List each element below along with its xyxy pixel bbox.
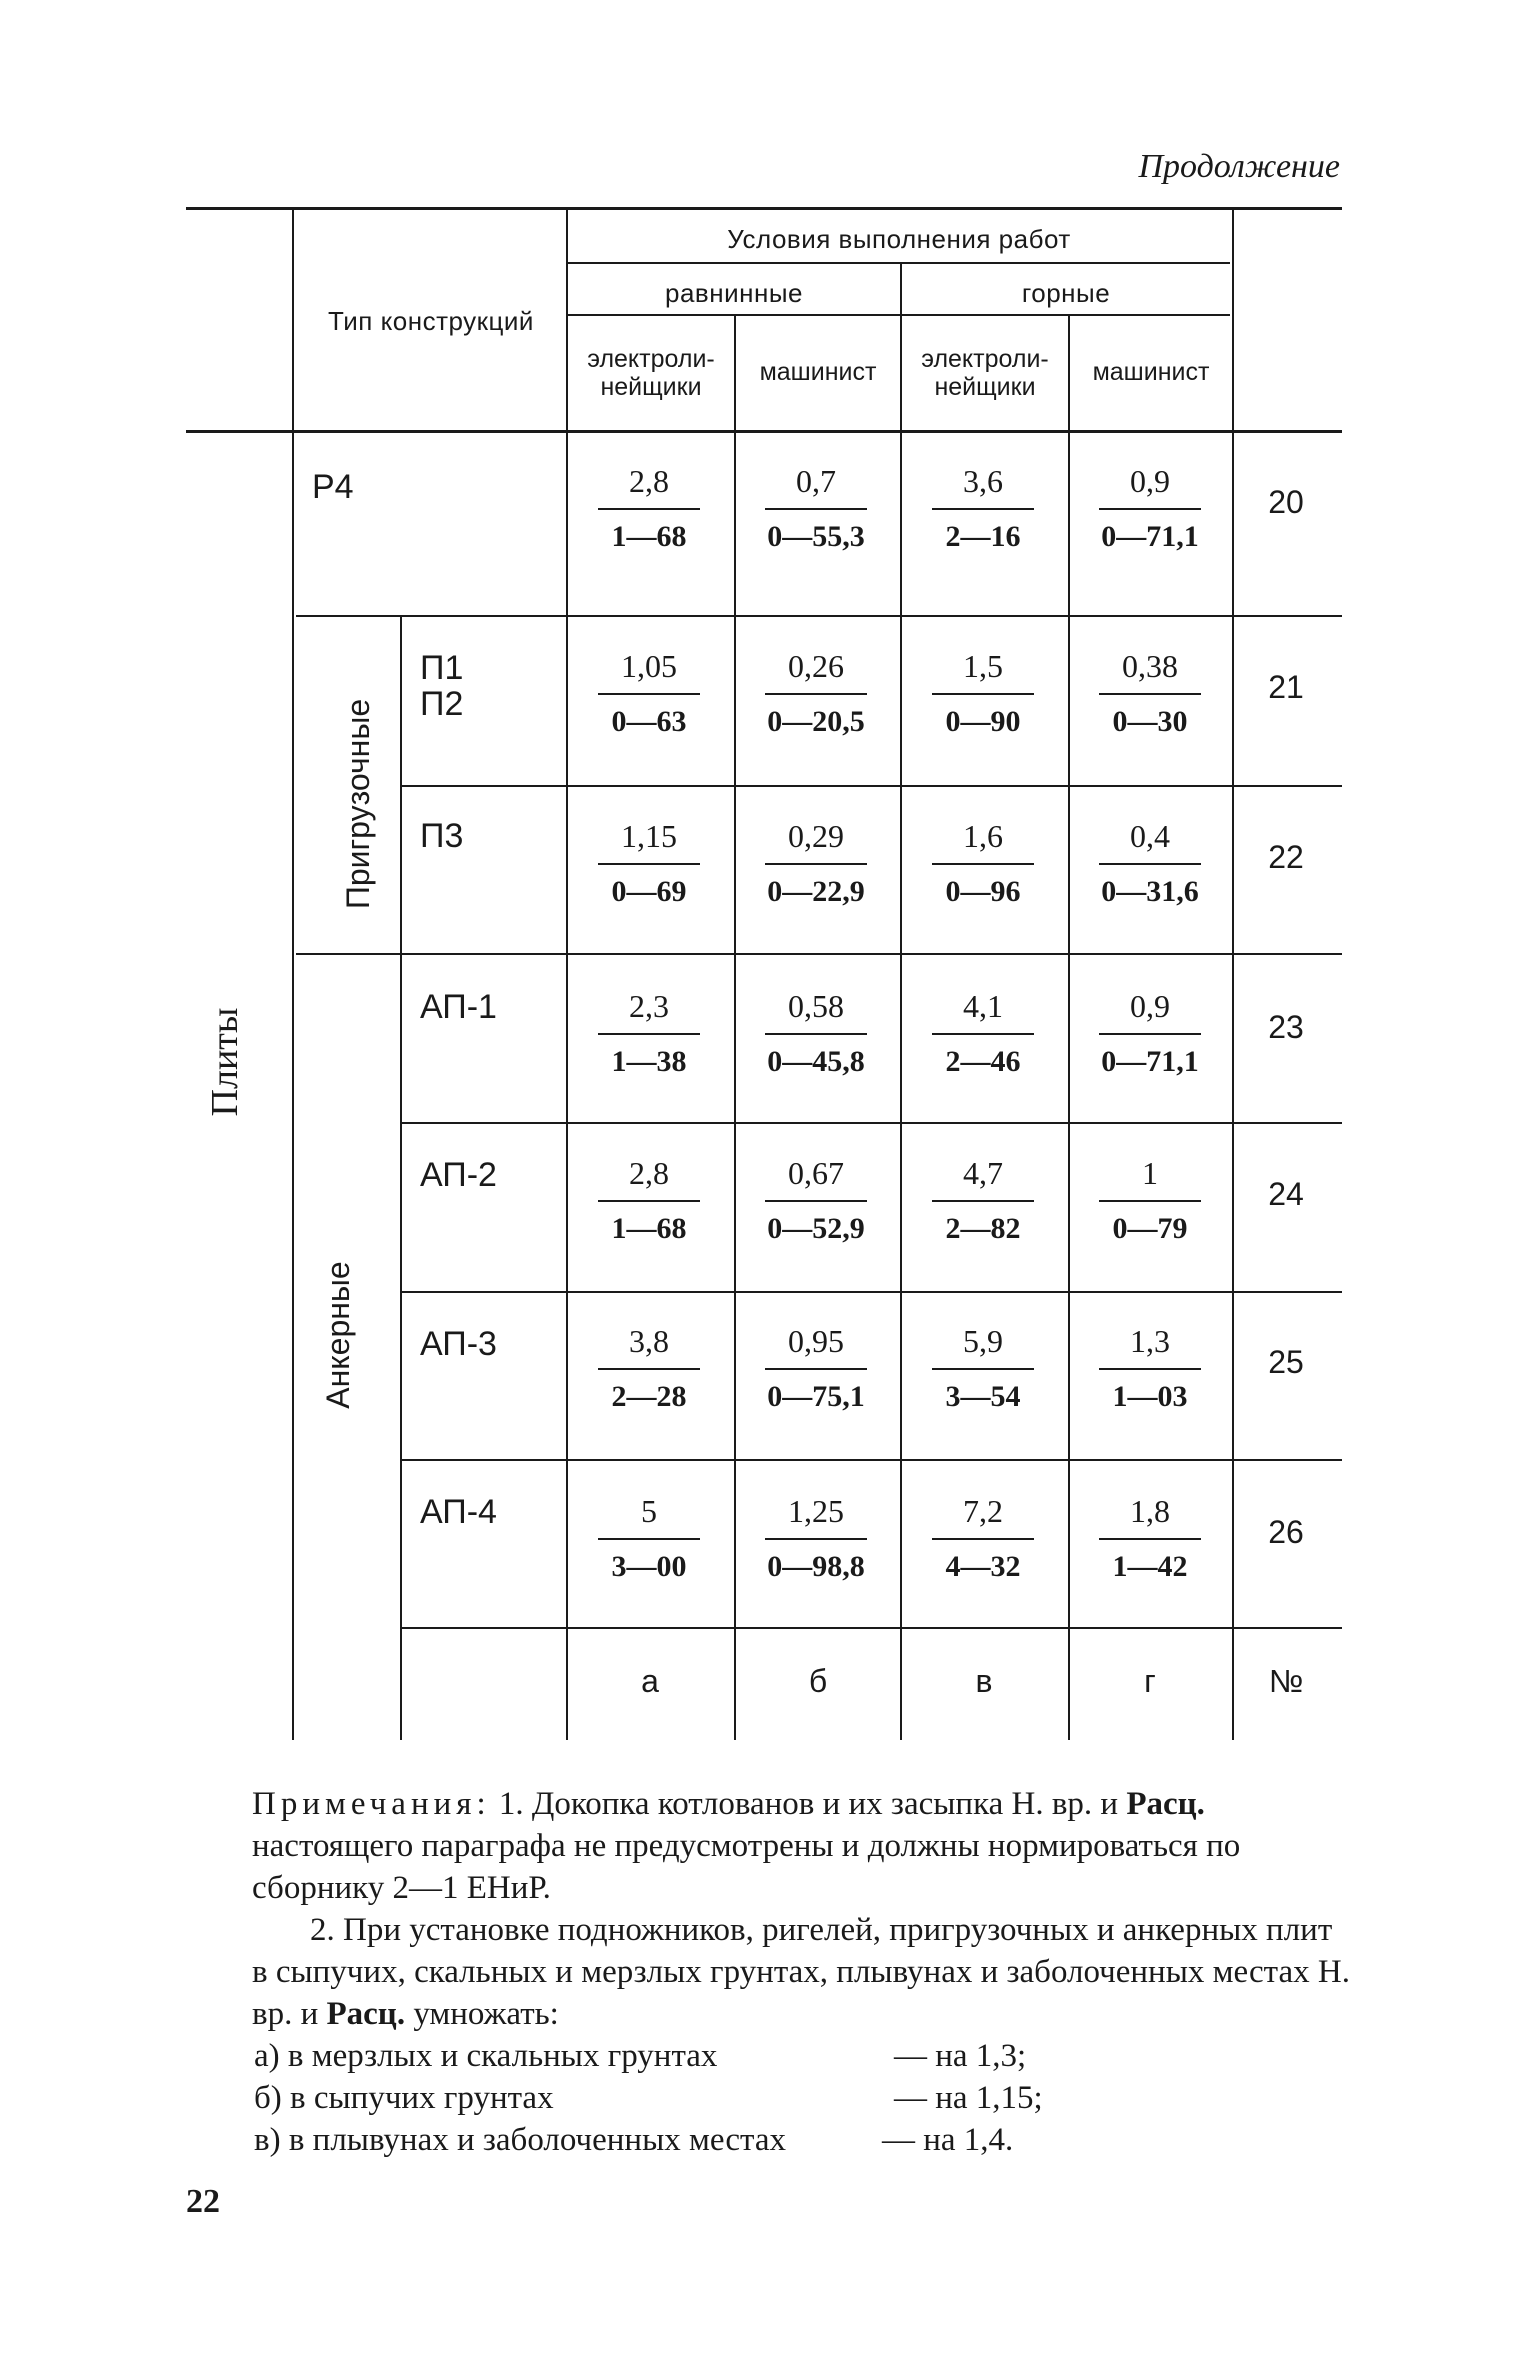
note-item-b (252, 2077, 1350, 2119)
rate-value: 0—22,9 (767, 875, 865, 908)
conditions-header: Условия выполнения работ (727, 224, 1071, 254)
norm-time-value: 0,29 (788, 818, 844, 854)
fraction-cell-b (751, 985, 881, 1083)
fraction-cell-a (584, 815, 714, 913)
machinist-header-g: машинист (1092, 358, 1210, 386)
table-top-rule (186, 207, 1342, 210)
group-label-anchor: Анкерные (320, 1261, 356, 1409)
row-type-ap1: АП-1 (420, 988, 497, 1026)
norm-time-value: 2,8 (629, 1155, 669, 1191)
norm-time-value: 2,3 (629, 988, 669, 1024)
group-label-loading: Пригрузочные (340, 698, 376, 910)
fraction-bar (932, 863, 1034, 865)
norm-time-value: 0,38 (1122, 648, 1178, 684)
notes-title: Примечания: (252, 1786, 491, 1822)
norm-time-value: 0,67 (788, 1155, 844, 1191)
note-1-text: 1. Докопка котлованов и их засыпка Н. вр. и (490, 1786, 1119, 1822)
fraction-bar (932, 508, 1034, 510)
note-item-b-value: — на 1,15; (894, 2080, 1043, 2116)
note-item-a-label: а) в мерзлых и скальных грунтах (254, 2038, 718, 2074)
continuation-label: Продолжение (1138, 148, 1340, 185)
norm-time-value: 5,9 (963, 1323, 1003, 1359)
note-item-a (252, 2035, 1350, 2077)
row-rule-5 (402, 1291, 1342, 1293)
fraction-cell-b (751, 645, 881, 743)
fraction-bar (765, 1200, 867, 1202)
row-rule-1 (296, 615, 1342, 617)
norm-time-value: 1,8 (1130, 1493, 1170, 1529)
row-rule-3 (296, 953, 1342, 955)
norm-time-value: 4,7 (963, 1155, 1003, 1191)
fraction-bar (598, 1368, 700, 1370)
rate-value: 0—71,1 (1101, 520, 1199, 553)
norm-time-value: 0,26 (788, 648, 844, 684)
fraction-bar (1099, 863, 1201, 865)
fraction-cell-b (751, 815, 881, 913)
fraction-cell-a (584, 1490, 714, 1588)
fraction-cell-g (1085, 985, 1215, 1083)
rate-value: 0—98,8 (767, 1550, 865, 1583)
rate-value: 0—71,1 (1101, 1045, 1199, 1078)
vline-col-g-left (1068, 314, 1070, 1740)
row-type-ap2: АП-2 (420, 1156, 497, 1194)
fraction-cell-g (1085, 645, 1215, 743)
row-number: 24 (1268, 1176, 1304, 1212)
note-item-a-value: — на 1,3; (894, 2038, 1027, 2074)
rate-value: 0—30 (1112, 705, 1188, 738)
footer-col-a: а (641, 1663, 659, 1699)
fraction-bar (1099, 693, 1201, 695)
fraction-bar (598, 1033, 700, 1035)
row-type-ap3: АП-3 (420, 1325, 497, 1363)
note-2-bold: Расц. (326, 1996, 406, 2032)
fraction-cell-b (751, 1320, 881, 1418)
fraction-bar (1099, 508, 1201, 510)
fraction-bar (598, 1200, 700, 1202)
fraction-cell-a (584, 985, 714, 1083)
row-rule-7 (402, 1627, 1342, 1629)
fraction-cell-g (1085, 460, 1215, 558)
vline-col-b-left (734, 314, 736, 1740)
rate-value: 4—32 (945, 1550, 1021, 1583)
norm-time-value: 0,7 (796, 463, 836, 499)
fraction-bar (1099, 1538, 1201, 1540)
note-2 (252, 1909, 1350, 2035)
fraction-cell-a (584, 645, 714, 743)
norm-time-value: 2,8 (629, 463, 669, 499)
norm-time-value: 0,9 (1130, 463, 1170, 499)
vline-type-sub (400, 615, 402, 1740)
norm-time-value: 1,05 (621, 648, 677, 684)
fraction-cell-b (751, 1152, 881, 1250)
rate-value: 0—31,6 (1101, 875, 1199, 908)
norm-time-value: 0,95 (788, 1323, 844, 1359)
note-item-v-label: в) в плывунах и заболоченных местах (254, 2122, 786, 2158)
fraction-bar (598, 1538, 700, 1540)
fraction-bar (765, 1368, 867, 1370)
fraction-cell-v (918, 1320, 1048, 1418)
norm-time-value: 3,6 (963, 463, 1003, 499)
fraction-cell-g (1085, 1320, 1215, 1418)
fraction-cell-v (918, 460, 1048, 558)
fraction-bar (598, 863, 700, 865)
rate-value: 1—03 (1112, 1380, 1188, 1413)
norm-time-value: 1,25 (788, 1493, 844, 1529)
norm-time-value: 7,2 (963, 1493, 1003, 1529)
rate-value: 0—96 (945, 875, 1021, 908)
fraction-bar (1099, 1033, 1201, 1035)
fraction-bar (932, 1033, 1034, 1035)
fraction-cell-g (1085, 1152, 1215, 1250)
fraction-cell-b (751, 460, 881, 558)
footer-col-v: в (975, 1663, 993, 1699)
fraction-bar (932, 1538, 1034, 1540)
fraction-cell-v (918, 1152, 1048, 1250)
rate-value: 1—68 (611, 520, 687, 553)
fraction-cell-g (1085, 1490, 1215, 1588)
footer-col-b: б (808, 1663, 828, 1699)
fraction-cell-v (918, 815, 1048, 913)
rate-value: 3—00 (611, 1550, 687, 1583)
notes-block (252, 1783, 1350, 2161)
note-item-v (252, 2119, 1350, 2161)
rate-value: 1—68 (611, 1212, 687, 1245)
rate-value: 2—28 (611, 1380, 687, 1413)
subgroup-rule (568, 314, 1230, 316)
fraction-cell-v (918, 645, 1048, 743)
note-2-text: 2. При установке подножников, ригелей, пригрузочных и анкерных плит в сыпучих, скальных и мерзлых грунтах, плывунах и заболоченных местах Н. вр. и (252, 1912, 1350, 2032)
rate-value: 0—79 (1112, 1212, 1188, 1245)
fraction-bar (765, 508, 867, 510)
fraction-bar (765, 693, 867, 695)
fraction-cell-b (751, 1490, 881, 1588)
vline-col-v-left (900, 262, 902, 1740)
footer-col-g: г (1144, 1663, 1156, 1699)
norm-time-value: 0,4 (1130, 818, 1170, 854)
fraction-bar (932, 693, 1034, 695)
row-type-p3: П3 (420, 817, 464, 855)
vline-col-no-left (1232, 210, 1234, 1740)
norm-time-value: 5 (641, 1493, 657, 1529)
norm-time-value: 4,1 (963, 988, 1003, 1024)
norm-time-value: 0,9 (1130, 988, 1170, 1024)
rate-value: 3—54 (945, 1380, 1021, 1413)
norm-time-value: 1,3 (1130, 1323, 1170, 1359)
electric-header-v: электроли- нейщики (921, 345, 1049, 401)
rate-value: 0—90 (945, 705, 1021, 738)
rate-value: 0—69 (611, 875, 687, 908)
note-1 (252, 1783, 1350, 1909)
norm-time-value: 3,8 (629, 1323, 669, 1359)
fraction-cell-a (584, 1320, 714, 1418)
footer-col-no: № (1268, 1663, 1304, 1699)
fraction-bar (932, 1368, 1034, 1370)
vline-col-a-left (566, 210, 568, 1740)
row-type-ap4: АП-4 (420, 1493, 497, 1531)
row-number: 23 (1268, 1009, 1304, 1045)
norm-time-value: 1 (1142, 1155, 1158, 1191)
fraction-cell-g (1085, 815, 1215, 913)
fraction-bar (598, 508, 700, 510)
fraction-bar (598, 693, 700, 695)
row-rule-4 (402, 1122, 1342, 1124)
norm-time-value: 1,5 (963, 648, 1003, 684)
fraction-bar (1099, 1200, 1201, 1202)
note-item-v-value: — на 1,4. (882, 2122, 1014, 2158)
rate-value: 2—46 (945, 1045, 1021, 1078)
rate-value: 0—63 (611, 705, 687, 738)
machinist-header-b: машинист (759, 358, 877, 386)
row-rule-6 (402, 1459, 1342, 1461)
fraction-bar (765, 863, 867, 865)
row-type-p1p2: П1 П2 (420, 649, 464, 723)
electric-header-a: электроли- нейщики (587, 345, 715, 401)
type-header: Тип конструкций (328, 306, 534, 336)
fraction-cell-a (584, 460, 714, 558)
norm-time-value: 1,6 (963, 818, 1003, 854)
side-label-plates: Плиты (204, 1007, 246, 1117)
fraction-bar (765, 1538, 867, 1540)
note-2-tail: умножать: (405, 1996, 559, 2032)
rate-value: 0—55,3 (767, 520, 865, 553)
norm-time-value: 0,58 (788, 988, 844, 1024)
row-number: 22 (1268, 839, 1304, 875)
header-bottom-rule (186, 430, 1342, 433)
row-number: 20 (1268, 484, 1304, 520)
fraction-cell-v (918, 985, 1048, 1083)
rate-value: 0—45,8 (767, 1045, 865, 1078)
rate-value: 1—42 (1112, 1550, 1188, 1583)
fraction-cell-v (918, 1490, 1048, 1588)
note-1-tail: настоящего параграфа не предусмотрены и должны нормироваться по сборнику 2—1 ЕНиР. (252, 1828, 1241, 1906)
row-number: 26 (1268, 1514, 1304, 1550)
mountain-header: горные (1021, 278, 1111, 308)
fraction-bar (765, 1033, 867, 1035)
vline-outer-left (292, 210, 294, 1740)
norm-time-value: 1,15 (621, 818, 677, 854)
rate-value: 0—52,9 (767, 1212, 865, 1245)
note-item-b-label: б) в сыпучих грунтах (254, 2080, 554, 2116)
rate-value: 0—20,5 (767, 705, 865, 738)
fraction-bar (932, 1200, 1034, 1202)
fraction-cell-a (584, 1152, 714, 1250)
page-number: 22 (186, 2183, 220, 2220)
rate-value: 2—16 (945, 520, 1021, 553)
row-number: 25 (1268, 1344, 1304, 1380)
fraction-bar (1099, 1368, 1201, 1370)
conditions-rule (568, 262, 1230, 264)
rate-value: 0—75,1 (767, 1380, 865, 1413)
row-rule-2 (402, 785, 1342, 787)
row-type-r4: Р4 (312, 468, 354, 506)
note-1-bold: Расц. (1126, 1786, 1205, 1822)
row-number: 21 (1268, 669, 1304, 705)
rate-value: 1—38 (611, 1045, 687, 1078)
plain-header: равнинные (665, 278, 803, 308)
rate-value: 2—82 (945, 1212, 1021, 1245)
